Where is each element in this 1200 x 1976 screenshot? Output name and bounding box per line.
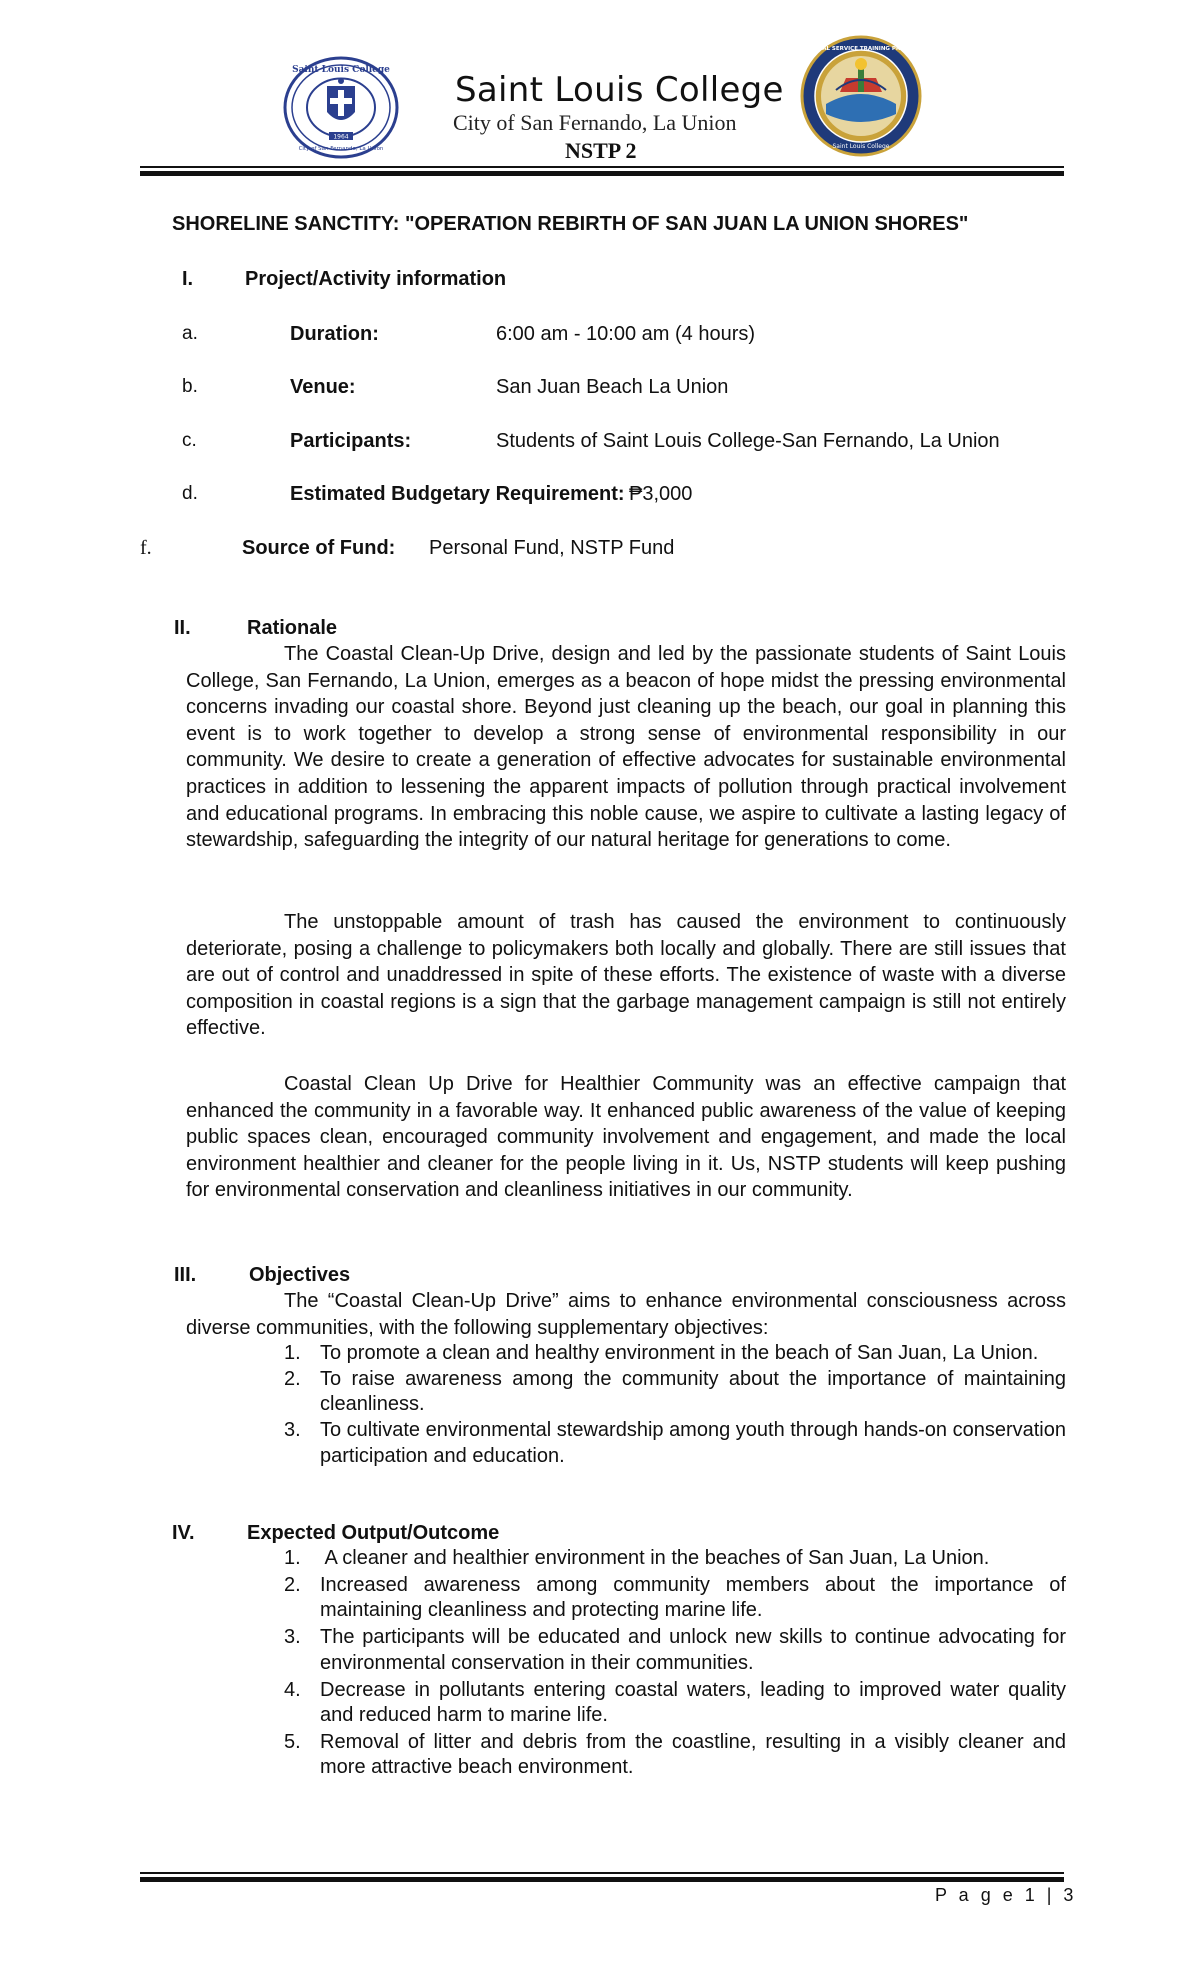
list-item: 2. To raise awareness among the community about the importance of maintaining cleanliness. — [284, 1367, 1066, 1416]
info-label-duration: Duration: — [290, 323, 379, 345]
list-item: 1. To promote a clean and healthy environment in the beach of San Juan, La Union. — [284, 1342, 1039, 1364]
section-2-heading: Rationale — [247, 617, 338, 639]
info-letter: d. — [182, 483, 198, 504]
info-value-duration: 6:00 am - 10:00 am (4 hours) — [496, 323, 756, 345]
info-letter: c. — [182, 430, 197, 451]
header-rule-thick — [140, 171, 1064, 176]
outcomes-list — [284, 1546, 1066, 1781]
rationale-paragraph-3: Coastal Clean Up Drive for Healthier Community was an effective campaign that enhanced the community in a favorable way. It enhanced public awareness of the value of keeping public spaces clean, encouraged community involvement and engagement, and made the local environment healthier and cleaner for the people living in it. Us, NSTP students will keep pushing for environmental conservation and cleanliness initiatives in our community. — [186, 1073, 1066, 1202]
info-letter: a. — [182, 323, 198, 344]
list-item: 3. To cultivate environmental stewardship among youth through hands-on conservation participation and education. — [284, 1419, 1066, 1467]
info-label-budget: Estimated Budgetary Requirement: — [290, 483, 625, 505]
svg-text:Saint Louis College: Saint Louis College — [292, 65, 390, 75]
section-1-heading: Project/Activity information — [245, 268, 507, 290]
info-value-venue: San Juan Beach La Union — [496, 376, 729, 398]
svg-text:Saint Louis College: Saint Louis College — [832, 143, 890, 150]
svg-text:NATIONAL SERVICE TRAINING PROG: NATIONAL SERVICE TRAINING PROGRAM — [800, 46, 922, 52]
svg-text:City of San Fernando, La Union: City of San Fernando, La Union — [298, 146, 384, 152]
info-label-fund: Source of Fund: — [242, 537, 396, 559]
svg-text:1964: 1964 — [333, 133, 349, 141]
section-3-heading: Objectives — [249, 1264, 351, 1286]
section-4-numeral: IV. — [172, 1522, 195, 1544]
rationale-paragraph-2: The unstoppable amount of trash has caused the environment to continuously deteriorate, posing a challenge to policymakers both locally and globally. There are still issues that are out of control and unaddressed in spite of these efforts. The existence of waste with a diverse composition in coastal regions is a sign that the garbage management campaign is still not entirely effective. — [186, 911, 1066, 1040]
footer-rule-thin — [140, 1872, 1064, 1874]
info-label-participants: Participants: — [290, 430, 412, 452]
page-number: P a g e 1 | 3 — [935, 1885, 1077, 1905]
college-city: City of San Fernando, La Union — [453, 110, 737, 135]
info-value-fund: Personal Fund, NSTP Fund — [429, 537, 675, 559]
list-item: 5. Removal of litter and debris from the coastline, resulting in a visibly cleaner and more attractive beach environment. — [284, 1730, 1066, 1779]
section-4-heading: Expected Output/Outcome — [247, 1522, 500, 1544]
college-name: Saint Louis College — [455, 70, 784, 110]
section-2-numeral: II. — [174, 617, 191, 639]
objectives-intro: The “Coastal Clean-Up Drive” aims to enhance environmental consciousness across diverse communities, with the following supplementary objectives: — [186, 1290, 1066, 1339]
department-label: NSTP 2 — [565, 138, 637, 163]
info-letter: f. — [140, 537, 152, 559]
list-item: 4. Decrease in pollutants entering coastal waters, leading to improved water quality and reduced harm to marine life. — [284, 1678, 1066, 1726]
info-label-venue: Venue: — [290, 376, 356, 398]
list-item: 3. The participants will be educated and unlock new skills to continue advocating for environmental conservation in their communities. — [284, 1626, 1066, 1674]
list-item: 1. A cleaner and healthier environment in the beaches of San Juan, La Union. — [284, 1547, 990, 1569]
footer-rule-thick — [140, 1877, 1064, 1882]
info-value-participants: Students of Saint Louis College-San Fernando, La Union — [496, 430, 1000, 452]
document-title: SHORELINE SANCTITY: "OPERATION REBIRTH OF SAN JUAN LA UNION SHORES" — [172, 213, 969, 235]
rationale-paragraph-1: The Coastal Clean-Up Drive, design and led by the passionate students of Saint Louis College, San Fernando, La Union, emerges as a beacon of hope midst the pressing environmental concerns invading our coastal shore. Beyond just cleaning up the beach, our goal in planning this event is to work together to develop a strong sense of environmental responsibility in our community. We desire to create a generation of effective advocates for sustainable environmental practices in addition to lessening the apparent impacts of pollution through practical involvement and educational programs. In embracing this noble cause, we aspire to cultivate a lasting legacy of stewardship, safeguarding the integrity of our natural heritage for generations to come. — [186, 643, 1066, 852]
section-3-numeral: III. — [174, 1264, 197, 1286]
list-item: 2. Increased awareness among community members about the importance of maintaining cleanliness and protecting marine life. — [284, 1573, 1066, 1622]
info-value-budget: ₱3,000 — [629, 483, 693, 505]
header-rule-thin — [140, 166, 1064, 168]
info-letter: b. — [182, 376, 198, 397]
objectives-list — [284, 1341, 1066, 1469]
saint-louis-college-seal — [283, 56, 399, 159]
nstp-seal — [800, 34, 922, 158]
section-1-numeral: I. — [182, 268, 194, 290]
